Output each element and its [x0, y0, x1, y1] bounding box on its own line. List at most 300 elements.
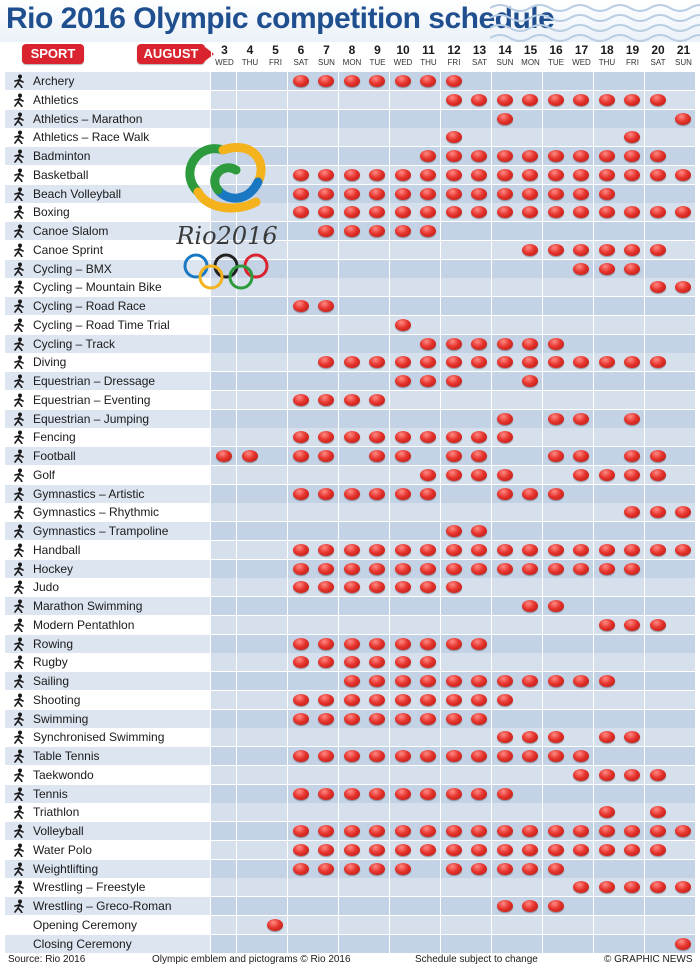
event-marker: [344, 394, 360, 406]
day-number: 7: [323, 43, 330, 57]
schedule-cell: [543, 372, 568, 390]
schedule-cell: [619, 935, 644, 953]
schedule-cell: [466, 728, 491, 746]
schedule-cell: [543, 91, 568, 109]
sport-name: Cycling – BMX: [33, 261, 112, 276]
schedule-cell: [568, 91, 593, 109]
chart-title: Rio 2016 Olympic competition schedule: [6, 2, 555, 35]
event-marker: [599, 825, 615, 837]
schedule-cell: [262, 616, 287, 634]
swimming-icon: [12, 712, 26, 726]
table-row: [0, 203, 700, 221]
day-header-3: [211, 44, 237, 72]
schedule-cell: [594, 260, 619, 278]
schedule-cell: [543, 297, 568, 315]
schedule-cell: [211, 822, 236, 840]
schedule-cell: [211, 747, 236, 765]
sport-name: Cycling – Track: [33, 336, 116, 351]
event-marker: [497, 694, 513, 706]
day-header-12: [441, 44, 467, 72]
schedule-cell: [517, 653, 542, 671]
event-marker: [446, 844, 462, 856]
schedule-cell: [237, 691, 262, 709]
schedule-cell: [568, 560, 593, 578]
event-marker: [369, 863, 385, 875]
sport-label-cell: [5, 672, 210, 690]
event-marker: [548, 94, 564, 106]
schedule-cell: [339, 128, 364, 146]
event-marker: [318, 563, 334, 575]
event-marker: [471, 638, 487, 650]
schedule-cell: [594, 185, 619, 203]
schedule-cell: [313, 185, 338, 203]
event-marker: [573, 94, 589, 106]
schedule-cell: [262, 485, 287, 503]
day-number: 5: [272, 43, 279, 57]
schedule-cell: [594, 616, 619, 634]
schedule-cell: [619, 128, 644, 146]
event-marker: [573, 356, 589, 368]
schedule-cell: [441, 372, 466, 390]
schedule-cell: [619, 841, 644, 859]
schedule-cell: [517, 297, 542, 315]
sport-label-cell: [5, 766, 210, 784]
event-marker: [344, 225, 360, 237]
schedule-cell: [517, 878, 542, 896]
schedule-cell: [415, 297, 440, 315]
schedule-cell: [466, 672, 491, 690]
schedule-cell: [339, 841, 364, 859]
schedule-cell: [441, 653, 466, 671]
schedule-cell: [211, 672, 236, 690]
schedule-cell: [288, 522, 313, 540]
schedule-cell: [517, 222, 542, 240]
schedule-cell: [619, 897, 644, 915]
taekwondo-icon: [12, 768, 26, 782]
event-marker: [395, 694, 411, 706]
schedule-cell: [390, 597, 415, 615]
schedule-cell: [288, 766, 313, 784]
sport-name: Tennis: [33, 786, 68, 801]
event-marker: [471, 94, 487, 106]
schedule-cell: [645, 185, 670, 203]
event-marker: [573, 469, 589, 481]
sport-name: Wrestling – Freestyle: [33, 880, 146, 895]
schedule-cell: [262, 410, 287, 428]
schedule-cell: [594, 672, 619, 690]
schedule-cell: [594, 166, 619, 184]
event-marker: [599, 150, 615, 162]
schedule-cell: [441, 278, 466, 296]
schedule-cell: [288, 803, 313, 821]
schedule-cell: [339, 597, 364, 615]
schedule-cell: [262, 110, 287, 128]
schedule-cell: [594, 222, 619, 240]
schedule-cell: [594, 597, 619, 615]
schedule-cell: [492, 691, 517, 709]
schedule-cell: [339, 372, 364, 390]
day-number: 15: [523, 43, 538, 57]
day-header-5: [262, 44, 288, 72]
event-marker: [446, 694, 462, 706]
day-name: TUE: [369, 58, 386, 67]
event-marker: [369, 788, 385, 800]
sport-label-cell: [5, 785, 210, 803]
schedule-cell: [288, 241, 313, 259]
schedule-cell: [211, 110, 236, 128]
schedule-cell: [313, 691, 338, 709]
event-marker: [369, 713, 385, 725]
schedule-cell: [364, 203, 389, 221]
schedule-cell: [543, 72, 568, 90]
schedule-cell: [390, 522, 415, 540]
sport-name: Athletics – Race Walk: [33, 130, 150, 145]
schedule-cell: [339, 578, 364, 596]
event-marker: [624, 169, 640, 181]
event-marker: [599, 619, 615, 631]
event-marker: [650, 844, 666, 856]
event-marker: [573, 263, 589, 275]
schedule-cell: [211, 522, 236, 540]
event-marker: [548, 825, 564, 837]
event-marker: [318, 300, 334, 312]
schedule-cell: [517, 597, 542, 615]
schedule-cell: [211, 728, 236, 746]
event-marker: [446, 638, 462, 650]
schedule-cell: [594, 447, 619, 465]
schedule-cell: [313, 391, 338, 409]
event-marker: [344, 863, 360, 875]
schedule-cell: [517, 503, 542, 521]
table-row: [0, 335, 700, 353]
schedule-cell: [466, 166, 491, 184]
schedule-cell: [543, 860, 568, 878]
schedule-cell: [645, 560, 670, 578]
schedule-cell: [670, 128, 695, 146]
schedule-cell: [364, 560, 389, 578]
schedule-cell: [492, 635, 517, 653]
schedule-cell: [619, 110, 644, 128]
schedule-cell: [441, 147, 466, 165]
schedule-cell: [492, 391, 517, 409]
schedule-cell: [390, 166, 415, 184]
schedule-cell: [339, 653, 364, 671]
athletics-icon: [12, 93, 26, 107]
sport-name: Sailing: [33, 674, 70, 688]
schedule-cell: [492, 241, 517, 259]
schedule-cell: [313, 372, 338, 390]
judo-icon: [12, 580, 26, 594]
day-header-21: [670, 44, 696, 72]
schedule-cell: [517, 841, 542, 859]
schedule-cell: [619, 560, 644, 578]
schedule-cell: [237, 110, 262, 128]
schedule-cell: [364, 391, 389, 409]
event-marker: [650, 881, 666, 893]
dressage-icon: [12, 374, 26, 388]
event-marker: [318, 825, 334, 837]
schedule-cell: [237, 728, 262, 746]
schedule-cell: [645, 410, 670, 428]
schedule-cell: [466, 297, 491, 315]
schedule-cell: [390, 578, 415, 596]
schedule-cell: [568, 860, 593, 878]
event-marker: [446, 338, 462, 350]
schedule-cell: [390, 72, 415, 90]
schedule-cell: [211, 428, 236, 446]
schedule-cell: [364, 672, 389, 690]
schedule-cell: [415, 335, 440, 353]
sport-name: Basketball: [33, 167, 89, 182]
schedule-cell: [645, 485, 670, 503]
schedule-cell: [568, 297, 593, 315]
event-marker: [318, 225, 334, 237]
sport-name: Cycling – Road Time Trial: [33, 317, 170, 332]
schedule-cell: [390, 297, 415, 315]
schedule-cell: [364, 185, 389, 203]
schedule-cell: [364, 578, 389, 596]
schedule-cell: [568, 503, 593, 521]
schedule-cell: [466, 803, 491, 821]
schedule-cell: [339, 672, 364, 690]
event-marker: [344, 169, 360, 181]
schedule-cell: [619, 72, 644, 90]
schedule-cell: [262, 691, 287, 709]
sport-label-cell: [5, 72, 210, 90]
schedule-cell: [645, 878, 670, 896]
schedule-cell: [441, 485, 466, 503]
schedule-cell: [262, 91, 287, 109]
event-marker: [497, 150, 513, 162]
schedule-cell: [262, 503, 287, 521]
event-marker: [624, 506, 640, 518]
schedule-cell: [568, 635, 593, 653]
event-marker: [599, 469, 615, 481]
event-marker: [471, 450, 487, 462]
day-name: SAT: [650, 58, 666, 67]
schedule-cell: [390, 185, 415, 203]
schedule-cell: [288, 616, 313, 634]
schedule-cell: [415, 391, 440, 409]
event-marker: [420, 169, 436, 181]
event-marker: [446, 188, 462, 200]
schedule-cell: [262, 916, 287, 934]
sport-label-cell: [5, 710, 210, 728]
sport-name: Triathlon: [33, 805, 80, 820]
event-marker: [497, 206, 513, 218]
schedule-cell: [466, 91, 491, 109]
sport-name: Gymnastics – Trampoline: [33, 524, 169, 538]
schedule-cell: [492, 428, 517, 446]
schedule-cell: [619, 466, 644, 484]
schedule-cell: [517, 785, 542, 803]
schedule-cell: [441, 203, 466, 221]
event-marker: [599, 263, 615, 275]
schedule-cell: [339, 147, 364, 165]
schedule-cell: [619, 878, 644, 896]
schedule-cell: [441, 91, 466, 109]
schedule-cell: [466, 860, 491, 878]
schedule-cell: [313, 485, 338, 503]
schedule-cell: [568, 278, 593, 296]
event-marker: [318, 713, 334, 725]
schedule-cell: [543, 447, 568, 465]
schedule-cell: [288, 597, 313, 615]
event-marker: [650, 619, 666, 631]
schedule-cell: [568, 578, 593, 596]
schedule-cell: [492, 485, 517, 503]
event-marker: [471, 525, 487, 537]
schedule-cell: [313, 260, 338, 278]
schedule-cell: [594, 822, 619, 840]
event-marker: [471, 169, 487, 181]
schedule-cell: [645, 466, 670, 484]
schedule-cell: [517, 278, 542, 296]
event-marker: [471, 825, 487, 837]
event-marker: [548, 244, 564, 256]
event-marker: [420, 469, 436, 481]
schedule-cell: [313, 916, 338, 934]
schedule-cell: [237, 335, 262, 353]
schedule-cell: [441, 841, 466, 859]
schedule-cell: [288, 335, 313, 353]
event-marker: [446, 206, 462, 218]
table-row: [0, 128, 700, 146]
schedule-cell: [339, 822, 364, 840]
schedule-cell: [543, 635, 568, 653]
schedule-cell: [619, 222, 644, 240]
event-marker: [395, 188, 411, 200]
schedule-cell: [568, 710, 593, 728]
schedule-cell: [670, 597, 695, 615]
schedule-cell: [466, 185, 491, 203]
schedule-cell: [670, 747, 695, 765]
event-marker: [318, 788, 334, 800]
schedule-cell: [594, 353, 619, 371]
sport-name: Athletics: [33, 92, 79, 107]
schedule-cell: [568, 222, 593, 240]
schedule-cell: [364, 860, 389, 878]
event-marker: [522, 675, 538, 687]
schedule-cell: [645, 916, 670, 934]
schedule-cell: [364, 353, 389, 371]
schedule-cell: [211, 860, 236, 878]
event-marker: [344, 656, 360, 668]
table-row: [0, 522, 700, 540]
schedule-cell: [415, 841, 440, 859]
day-name: FRI: [269, 58, 282, 67]
event-marker: [420, 656, 436, 668]
schedule-cell: [517, 128, 542, 146]
schedule-cell: [415, 166, 440, 184]
sport-name: Badminton: [33, 149, 91, 163]
table-row: [0, 897, 700, 915]
schedule-cell: [390, 878, 415, 896]
sailing-icon: [12, 674, 26, 688]
event-marker: [548, 731, 564, 743]
schedule-cell: [619, 803, 644, 821]
schedule-cell: [390, 803, 415, 821]
schedule-cell: [517, 485, 542, 503]
schedule-cell: [390, 147, 415, 165]
schedule-cell: [594, 691, 619, 709]
schedule-cell: [645, 260, 670, 278]
schedule-cell: [670, 466, 695, 484]
schedule-cell: [492, 653, 517, 671]
sport-label-cell: [5, 897, 210, 915]
schedule-cell: [262, 428, 287, 446]
schedule-cell: [568, 335, 593, 353]
schedule-cell: [364, 372, 389, 390]
schedule-cell: [594, 522, 619, 540]
schedule-cell: [211, 503, 236, 521]
schedule-cell: [415, 410, 440, 428]
schedule-cell: [313, 278, 338, 296]
schedule-cell: [211, 635, 236, 653]
event-marker: [395, 581, 411, 593]
event-marker: [599, 675, 615, 687]
day-header-15: [517, 44, 543, 72]
schedule-cell: [568, 485, 593, 503]
event-marker: [624, 731, 640, 743]
event-marker: [344, 75, 360, 87]
table-row: [0, 72, 700, 90]
event-marker: [293, 206, 309, 218]
event-marker: [522, 750, 538, 762]
event-marker: [471, 863, 487, 875]
schedule-cell: [390, 691, 415, 709]
event-marker: [446, 788, 462, 800]
event-marker: [293, 638, 309, 650]
event-marker: [548, 863, 564, 875]
schedule-cell: [313, 110, 338, 128]
schedule-cell: [619, 635, 644, 653]
schedule-cell: [364, 72, 389, 90]
schedule-cell: [390, 635, 415, 653]
event-marker: [344, 581, 360, 593]
event-marker: [395, 750, 411, 762]
schedule-cell: [670, 91, 695, 109]
event-marker: [369, 638, 385, 650]
schedule-cell: [262, 672, 287, 690]
schedule-cell: [339, 391, 364, 409]
event-marker: [471, 469, 487, 481]
event-marker: [420, 675, 436, 687]
rugby-icon: [12, 655, 26, 669]
day-number: 21: [676, 43, 691, 57]
schedule-cell: [441, 560, 466, 578]
schedule-cell: [594, 841, 619, 859]
sport-name: Equestrian – Jumping: [33, 411, 150, 426]
event-marker: [420, 188, 436, 200]
schedule-cell: [415, 785, 440, 803]
event-marker: [446, 469, 462, 481]
schedule-cell: [339, 616, 364, 634]
schedule-cell: [517, 560, 542, 578]
event-marker: [344, 206, 360, 218]
schedule-cell: [619, 822, 644, 840]
schedule-cell: [262, 353, 287, 371]
schedule-cell: [415, 447, 440, 465]
day-name: WED: [215, 58, 234, 67]
schedule-cell: [670, 560, 695, 578]
schedule-cell: [466, 260, 491, 278]
schedule-cell: [313, 578, 338, 596]
schedule-cell: [339, 747, 364, 765]
event-marker: [293, 656, 309, 668]
schedule-cell: [441, 428, 466, 446]
schedule-cell: [313, 91, 338, 109]
